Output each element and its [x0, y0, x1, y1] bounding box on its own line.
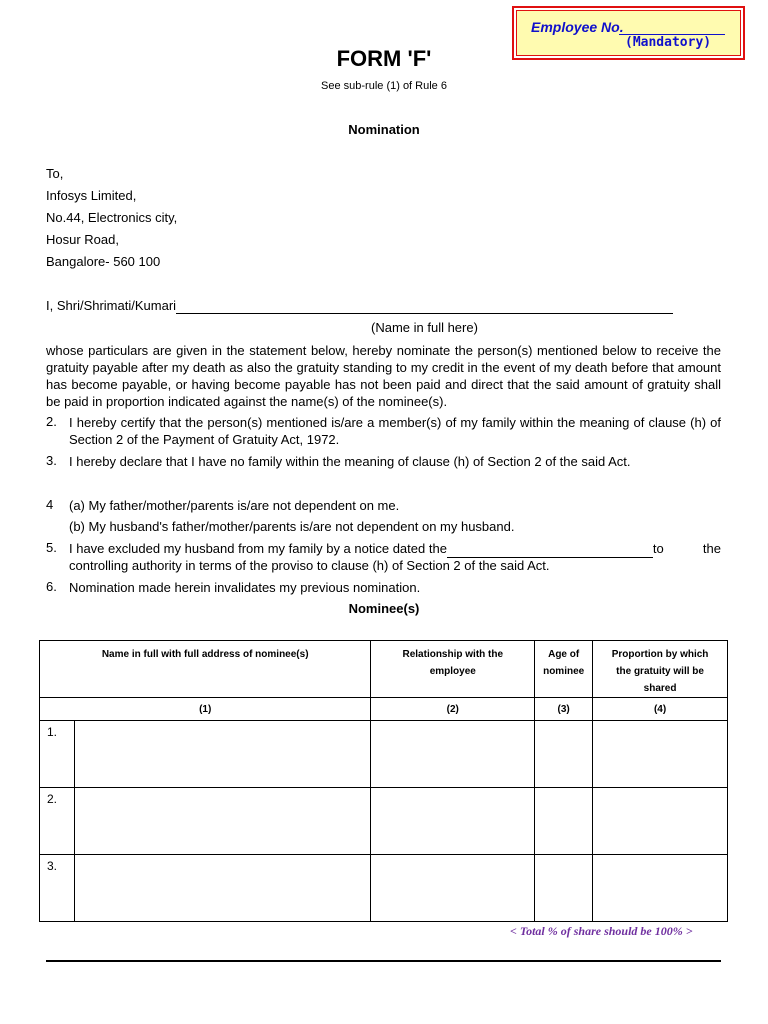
column-header-age: Age of nominee	[535, 641, 593, 698]
item-6-number: 6.	[46, 579, 57, 594]
address-line: No.44, Electronics city,	[46, 210, 178, 225]
item-2-number: 2.	[46, 414, 57, 429]
nominees-heading: Nominee(s)	[348, 601, 420, 616]
address-line: Infosys Limited,	[46, 188, 137, 203]
employee-number-label: Employee No.	[531, 19, 624, 35]
table-header-row	[40, 641, 728, 698]
nominee-age-cell[interactable]	[535, 721, 593, 788]
share-total-note: < Total % of share should be 100% >	[510, 924, 693, 938]
address-line: To,	[46, 166, 64, 181]
form-title: FORM 'F'	[336, 46, 432, 71]
address-line: Hosur Road,	[46, 232, 119, 247]
nominee-proportion-cell[interactable]	[593, 855, 728, 922]
declarant-name-field[interactable]	[176, 298, 673, 314]
sub-rule-reference: See sub-rule (1) of Rule 6	[321, 80, 447, 92]
item-4b-text: (b) My husband's father/mother/parents is/are not dependent on my husband.	[69, 519, 515, 534]
table-row	[40, 855, 728, 922]
nominee-relationship-cell[interactable]	[371, 721, 535, 788]
row-number: 2.	[40, 788, 75, 855]
column-header-relationship: Relationship with the employee	[371, 641, 535, 698]
item-5-first-line	[69, 540, 721, 558]
nominee-age-cell[interactable]	[535, 788, 593, 855]
item-5-the: the	[702, 541, 721, 556]
column-number-row	[40, 698, 728, 721]
nominee-relationship-cell[interactable]	[371, 788, 535, 855]
nominee-name-cell[interactable]	[74, 855, 370, 922]
table-row	[40, 788, 728, 855]
column-number: (2)	[371, 698, 535, 721]
item-2-text: I hereby certify that the person(s) mentioned is/are a member(s) of my family within the meaning of clause (h) of Section 2 of the Payment of Gratuity Act, 1972.	[69, 415, 721, 447]
column-header-name: Name in full with full address of nominee(s)	[40, 641, 371, 698]
nominee-name-cell[interactable]	[74, 721, 370, 788]
declarant-line	[46, 298, 673, 314]
nominee-proportion-cell[interactable]	[593, 788, 728, 855]
item-3-text: I hereby declare that I have no family within the meaning of clause (h) of Section 2 of the said Act.	[69, 454, 631, 469]
bottom-divider	[46, 960, 721, 962]
item-6-text: Nomination made herein invalidates my previous nomination.	[69, 580, 421, 595]
item-4-number: 4	[46, 497, 54, 512]
nominee-relationship-cell[interactable]	[371, 855, 535, 922]
row-number: 1.	[40, 721, 75, 788]
declaration-paragraph: whose particulars are given in the statement below, hereby nominate the person(s) mentioned below to receive the gratuity payable after my death as also the gratuity standing to my credit in the event of my death before that amount has become payable, or having become payable has not been paid and direct that the said amount of gratuity shall be paid in proportion indicated against the name(s) of the nominee(s).	[46, 343, 721, 409]
column-number: (4)	[593, 698, 728, 721]
column-number: (1)	[40, 698, 371, 721]
mandatory-label: (Mandatory)	[625, 35, 712, 50]
nominee-name-cell[interactable]	[74, 788, 370, 855]
item-5-rest: controlling authority in terms of the proviso to clause (h) of Section 2 of the said Act.	[69, 558, 550, 573]
column-header-proportion: Proportion by which the gratuity will be shared	[593, 641, 728, 698]
nominee-age-cell[interactable]	[535, 855, 593, 922]
item-5-number: 5.	[46, 540, 57, 555]
nomination-heading: Nomination	[348, 122, 420, 137]
table-row	[40, 721, 728, 788]
item-3-number: 3.	[46, 453, 57, 468]
declarant-prefix: I, Shri/Shrimati/Kumari	[46, 298, 177, 313]
row-number: 3.	[40, 855, 75, 922]
nominee-proportion-cell[interactable]	[593, 721, 728, 788]
item-5-pre: I have excluded my husband from my family by a notice dated the	[69, 541, 447, 556]
item-4a-text: (a) My father/mother/parents is/are not dependent on me.	[69, 498, 400, 513]
address-line: Bangalore- 560 100	[46, 254, 161, 269]
notice-date-field[interactable]	[447, 540, 653, 558]
column-number: (3)	[535, 698, 593, 721]
name-hint: (Name in full here)	[371, 320, 478, 335]
nominee-table	[39, 640, 728, 922]
item-5-to: to	[652, 541, 664, 556]
